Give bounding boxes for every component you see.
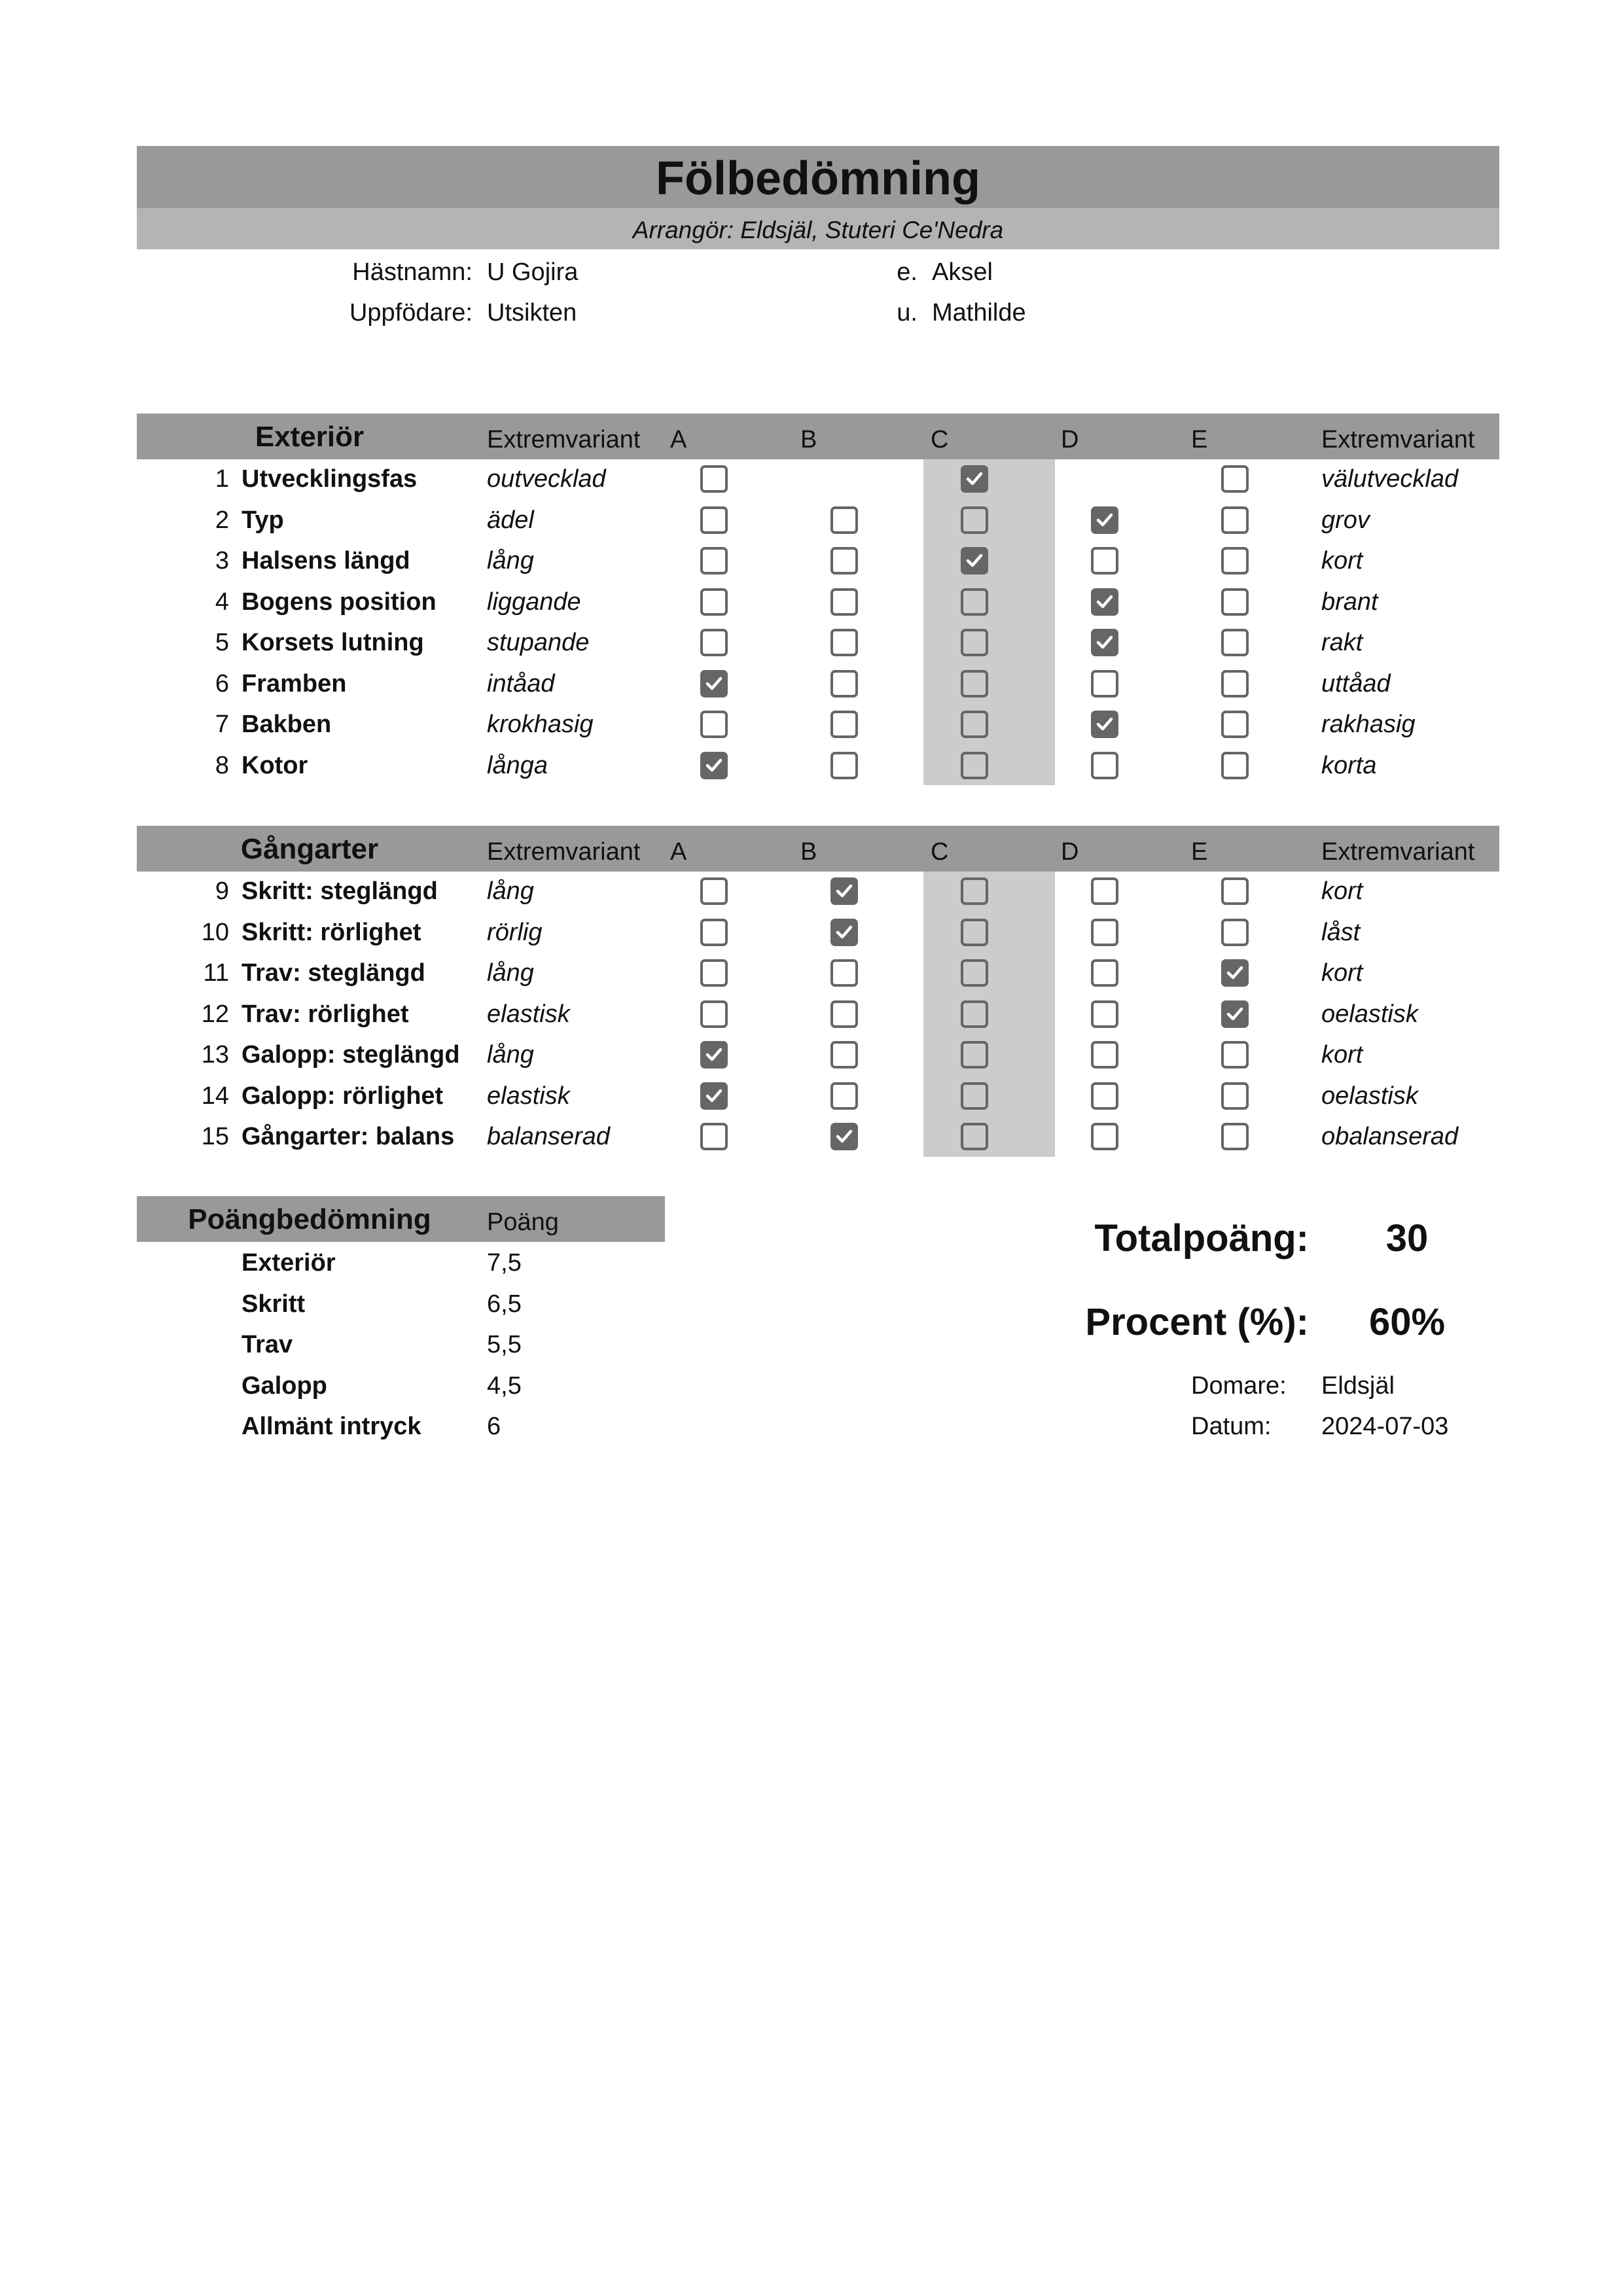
checkbox-e[interactable] [1221, 629, 1249, 656]
checkmark-icon [703, 1085, 725, 1107]
dam-value: Mathilde [932, 299, 1026, 327]
row-extreme-right: obalanserad [1321, 1123, 1459, 1150]
row-criterion: Bakben [241, 711, 332, 738]
row-extreme-right: korta [1321, 751, 1377, 779]
row-extreme-right: brant [1321, 588, 1378, 616]
row-criterion: Trav: rörlighet [241, 1000, 409, 1028]
points-heading: Poängbedömning [188, 1203, 431, 1235]
row-extreme-right: kort [1321, 547, 1363, 574]
row-criterion: Halsens längd [241, 547, 410, 574]
points-row-value: 4,5 [487, 1371, 522, 1400]
gaits-col-c: C [931, 838, 949, 866]
row-criterion: Kotor [241, 751, 308, 779]
gaits-heading: Gångarter [240, 833, 379, 865]
exterior-heading: Exteriör [255, 421, 365, 453]
checkbox-d[interactable] [1091, 711, 1118, 738]
points-row-label: Skritt [241, 1290, 306, 1318]
checkbox-d[interactable] [1091, 1123, 1118, 1150]
row-extreme-right: låst [1321, 918, 1361, 946]
checkbox-c[interactable] [961, 465, 988, 493]
row-number: 3 [215, 547, 229, 574]
row-extreme-left: lång [487, 1041, 534, 1069]
row-number: 2 [215, 506, 229, 534]
checkbox-b[interactable] [830, 1123, 858, 1150]
checkmark-icon [833, 880, 855, 902]
checkbox-a[interactable] [700, 919, 728, 946]
checkbox-c[interactable] [961, 959, 988, 987]
checkbox-d[interactable] [1091, 670, 1118, 698]
date-value: 2024-07-03 [1321, 1413, 1449, 1440]
checkbox-c[interactable] [961, 1082, 988, 1110]
gaits-c-column-shade [923, 872, 1055, 1157]
checkbox-e[interactable] [1221, 670, 1249, 698]
checkbox-c[interactable] [961, 1041, 988, 1069]
points-row-label: Allmänt intryck [241, 1413, 421, 1440]
exterior-c-column-shade [923, 459, 1055, 785]
row-extreme-right: oelastisk [1321, 1000, 1418, 1028]
checkbox-d[interactable] [1091, 1000, 1118, 1028]
row-number: 14 [201, 1082, 229, 1110]
row-number: 12 [201, 1000, 229, 1028]
checkbox-a[interactable] [700, 629, 728, 656]
row-number: 4 [215, 588, 229, 616]
exterior-extreme-left-label: Extremvariant [487, 426, 641, 453]
row-extreme-left: balanserad [487, 1123, 611, 1150]
row-criterion: Trav: steglängd [241, 959, 425, 987]
checkbox-e[interactable] [1221, 1123, 1249, 1150]
checkmark-icon [833, 1125, 855, 1148]
checkbox-e[interactable] [1221, 919, 1249, 946]
row-extreme-right: kort [1321, 1041, 1363, 1069]
row-number: 7 [215, 711, 229, 738]
checkbox-a[interactable] [700, 1123, 728, 1150]
checkbox-d[interactable] [1091, 752, 1118, 779]
row-extreme-left: krokhasig [487, 711, 594, 738]
row-number: 10 [201, 918, 229, 946]
horse-name-value: U Gojira [487, 258, 579, 286]
checkbox-e[interactable] [1221, 752, 1249, 779]
checkbox-c[interactable] [961, 1123, 988, 1150]
exterior-col-e: E [1191, 426, 1208, 453]
checkbox-b[interactable] [830, 1000, 858, 1028]
points-row-label: Exteriör [241, 1249, 336, 1277]
checkbox-a[interactable] [700, 711, 728, 738]
checkbox-b[interactable] [830, 752, 858, 779]
checkmark-icon [833, 921, 855, 944]
checkmark-icon [963, 468, 986, 490]
checkmark-icon [1224, 1003, 1246, 1025]
checkbox-c[interactable] [961, 588, 988, 616]
checkmark-icon [1224, 962, 1246, 984]
exterior-col-c: C [931, 426, 949, 453]
checkbox-c[interactable] [961, 1000, 988, 1028]
row-extreme-left: elastisk [487, 1082, 570, 1110]
points-row-value: 6,5 [487, 1290, 522, 1318]
checkbox-a[interactable] [700, 1041, 728, 1069]
checkbox-e[interactable] [1221, 1000, 1249, 1028]
checkbox-c[interactable] [961, 711, 988, 738]
exterior-col-a: A [670, 426, 687, 453]
checkbox-a[interactable] [700, 1082, 728, 1110]
checkbox-e[interactable] [1221, 547, 1249, 574]
checkbox-a[interactable] [700, 959, 728, 987]
row-criterion: Gångarter: balans [241, 1123, 455, 1150]
total-points-label: Totalpoäng: [1094, 1217, 1309, 1260]
points-row-value: 6 [487, 1413, 501, 1440]
row-criterion: Typ [241, 506, 284, 534]
row-criterion: Utvecklingsfas [241, 465, 418, 493]
breeder-value: Utsikten [487, 299, 577, 327]
checkbox-b[interactable] [830, 670, 858, 698]
checkbox-e[interactable] [1221, 588, 1249, 616]
row-extreme-right: rakhasig [1321, 711, 1416, 738]
gaits-col-b: B [800, 838, 817, 866]
dam-label: u. [897, 299, 918, 327]
checkmark-icon [703, 1044, 725, 1066]
row-extreme-right: uttåad [1321, 669, 1391, 698]
row-criterion: Galopp: rörlighet [241, 1082, 444, 1110]
checkbox-c[interactable] [961, 752, 988, 779]
row-extreme-left: stupande [487, 629, 590, 656]
checkbox-c[interactable] [961, 670, 988, 698]
row-extreme-left: outvecklad [487, 465, 606, 493]
row-extreme-right: välutvecklad [1321, 465, 1459, 493]
points-column-label: Poäng [487, 1209, 559, 1236]
row-extreme-right: rakt [1321, 629, 1363, 656]
row-extreme-right: kort [1321, 959, 1363, 987]
row-criterion: Framben [241, 669, 347, 698]
checkbox-b[interactable] [830, 959, 858, 987]
checkbox-a[interactable] [700, 465, 728, 493]
checkmark-icon [1094, 713, 1116, 735]
checkbox-b[interactable] [830, 919, 858, 946]
row-number: 8 [215, 751, 229, 779]
checkbox-a[interactable] [700, 588, 728, 616]
row-extreme-left: intåad [487, 669, 555, 698]
row-criterion: Bogens position [241, 588, 437, 616]
checkbox-d[interactable] [1091, 959, 1118, 987]
judge-value: Eldsjäl [1321, 1372, 1395, 1400]
sire-label: e. [897, 258, 918, 286]
checkbox-c[interactable] [961, 629, 988, 656]
row-criterion: Galopp: steglängd [241, 1041, 460, 1069]
checkbox-b[interactable] [830, 711, 858, 738]
sire-value: Aksel [932, 258, 993, 286]
row-extreme-left: rörlig [487, 918, 543, 946]
organizer-text: Arrangör: Eldsjäl, Stuteri Ce'Nedra [632, 217, 1004, 243]
row-number: 1 [215, 465, 229, 493]
row-number: 13 [201, 1041, 229, 1069]
checkbox-d[interactable] [1091, 1041, 1118, 1069]
gaits-extreme-right-label: Extremvariant [1321, 838, 1475, 866]
row-criterion: Skritt: rörlighet [241, 918, 421, 946]
points-row-value: 7,5 [487, 1249, 522, 1277]
row-criterion: Korsets lutning [241, 629, 424, 656]
row-number: 11 [203, 959, 229, 987]
checkbox-a[interactable] [700, 1000, 728, 1028]
checkbox-e[interactable] [1221, 959, 1249, 987]
points-row-label: Trav [241, 1331, 293, 1358]
checkmark-icon [703, 673, 725, 695]
gaits-col-d: D [1061, 838, 1079, 866]
checkmark-icon [703, 754, 725, 777]
row-extreme-right: grov [1321, 506, 1370, 534]
checkbox-e[interactable] [1221, 1082, 1249, 1110]
checkbox-b[interactable] [830, 629, 858, 656]
exterior-col-b: B [800, 426, 817, 453]
checkbox-e[interactable] [1221, 1041, 1249, 1069]
row-number: 6 [215, 669, 229, 698]
checkmark-icon [1094, 509, 1116, 531]
row-extreme-left: lång [487, 959, 534, 987]
gaits-col-a: A [670, 838, 687, 866]
checkbox-a[interactable] [700, 547, 728, 574]
checkbox-d[interactable] [1091, 1082, 1118, 1110]
checkbox-a[interactable] [700, 877, 728, 905]
checkmark-icon [1094, 631, 1116, 654]
horse-name-label: Hästnamn: [352, 258, 473, 286]
row-number: 15 [201, 1123, 229, 1150]
row-number: 5 [215, 629, 229, 656]
page-title: Fölbedömning [656, 152, 980, 205]
row-extreme-right: oelastisk [1321, 1082, 1418, 1110]
row-extreme-left: elastisk [487, 1000, 570, 1028]
checkbox-a[interactable] [700, 506, 728, 534]
checkbox-b[interactable] [830, 877, 858, 905]
checkbox-c[interactable] [961, 506, 988, 534]
points-row-value: 5,5 [487, 1331, 522, 1358]
percent-label: Procent (%): [1085, 1301, 1309, 1343]
checkbox-d[interactable] [1091, 877, 1118, 905]
row-criterion: Skritt: steglängd [241, 877, 438, 905]
row-extreme-left: lång [487, 547, 534, 574]
row-extreme-left: lång [487, 877, 534, 905]
gaits-col-e: E [1191, 838, 1208, 866]
checkbox-b[interactable] [830, 1082, 858, 1110]
checkbox-b[interactable] [830, 588, 858, 616]
date-label: Datum: [1191, 1413, 1272, 1440]
checkbox-e[interactable] [1221, 711, 1249, 738]
row-extreme-right: kort [1321, 877, 1363, 905]
exterior-col-d: D [1061, 426, 1079, 453]
checkbox-d[interactable] [1091, 588, 1118, 616]
checkbox-b[interactable] [830, 506, 858, 534]
checkbox-b[interactable] [830, 1041, 858, 1069]
row-extreme-left: liggande [487, 588, 581, 616]
row-extreme-left: långa [487, 751, 548, 779]
gaits-extreme-left-label: Extremvariant [487, 838, 641, 866]
checkbox-a[interactable] [700, 670, 728, 698]
checkbox-e[interactable] [1221, 506, 1249, 534]
total-points-value: 30 [1385, 1217, 1429, 1260]
checkbox-d[interactable] [1091, 547, 1118, 574]
checkmark-icon [1094, 591, 1116, 613]
checkbox-d[interactable] [1091, 506, 1118, 534]
exterior-extreme-right-label: Extremvariant [1321, 426, 1475, 453]
checkbox-c[interactable] [961, 877, 988, 905]
checkmark-icon [963, 550, 986, 572]
checkbox-a[interactable] [700, 752, 728, 779]
row-number: 9 [215, 877, 229, 905]
points-row-label: Galopp [241, 1371, 327, 1400]
checkbox-d[interactable] [1091, 919, 1118, 946]
percent-value: 60% [1368, 1301, 1446, 1343]
checkbox-c[interactable] [961, 547, 988, 574]
checkbox-d[interactable] [1091, 629, 1118, 656]
checkbox-e[interactable] [1221, 465, 1249, 493]
breeder-label: Uppfödare: [349, 299, 473, 327]
row-extreme-left: ädel [487, 506, 534, 534]
checkbox-e[interactable] [1221, 877, 1249, 905]
checkbox-b[interactable] [830, 547, 858, 574]
checkbox-c[interactable] [961, 919, 988, 946]
judge-label: Domare: [1191, 1372, 1287, 1400]
